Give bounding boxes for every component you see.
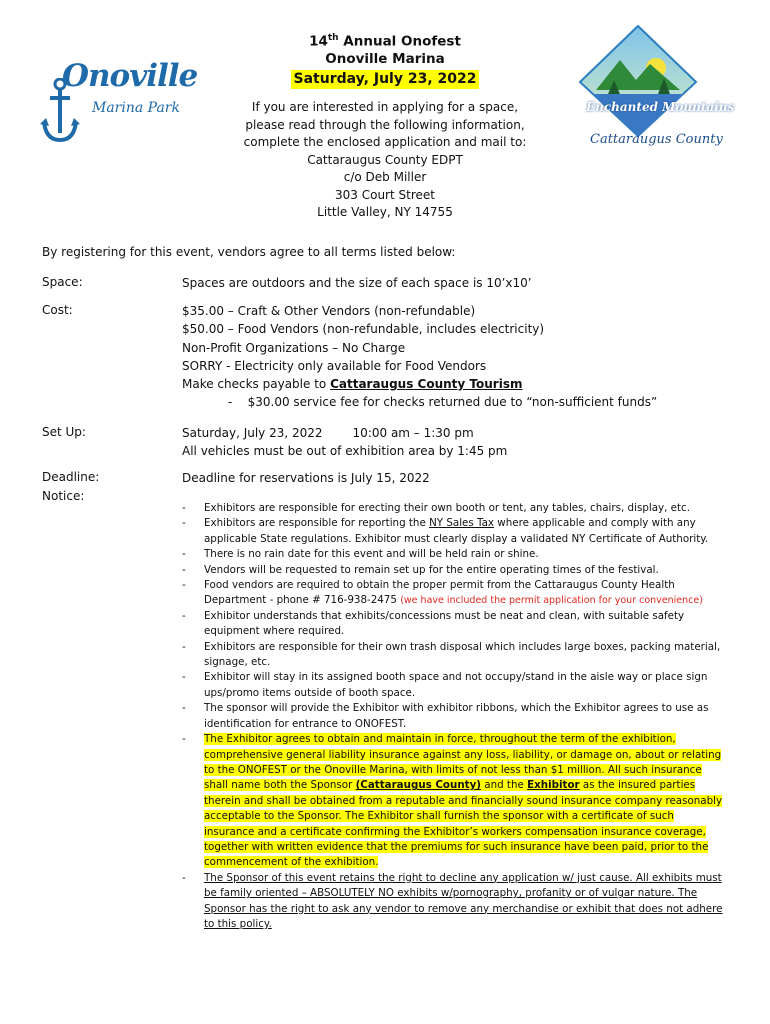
notice-text: Vendors will be requested to remain set up for the entire operating times of the festival. [204,563,659,576]
title-ordinal: th [327,33,339,43]
exhibitor-word: Exhibitor [527,779,580,792]
list-dash: - [182,871,186,884]
list-dash: - [182,671,186,684]
permit-note: (we have included the permit application for your convenience) [400,595,703,607]
intro-line: complete the enclosed application and mail to: [243,135,527,149]
deadline-label: Deadline: [42,470,100,484]
terms-intro: By registering for this event, vendors agree to all terms listed below: [42,245,456,259]
notice-text: The Exhibitor agrees to obtain and maintain in force, throughout the term of the exhibition, comprehensive general liability insurance against any loss, liability, or damage on, about or relating to the ONOFEST or the Onoville Marina, with limits of not less than $1 million. All such insurance shall name both the Sponsor [204,733,722,792]
logo-line-2: Cattaraugus County [590,132,723,147]
cost-line: Non-Profit Organizations – No Charge [182,340,406,355]
list-item [182,563,727,578]
mountain-diamond-icon [578,24,698,139]
list-dash: - [182,609,186,622]
fee-text: $30.00 service fee for checks returned due to “non-sufficient funds” [247,395,658,410]
event-date: Saturday, July 23, 2022 [291,70,480,90]
sales-tax-text: NY Sales Tax [429,517,495,530]
notice-text: Exhibitor understands that exhibits/concessions must be neat and clean, with suitable safety equipment where required. [204,609,685,638]
list-item [182,640,727,671]
cost-label: Cost: [42,303,73,317]
notice-label: Notice: [42,489,85,503]
list-item [182,609,727,640]
notice-text: and the [481,779,528,792]
event-header [230,30,540,222]
list-item [182,732,727,871]
fee-dash: - [228,395,233,410]
setup-date: Saturday, July 23, 2022 [182,426,323,440]
list-item [182,871,727,933]
notice-text: where applicable and comply with any applicable State regulations. Exhibitor must clearly display a validated NY Certificate of Authority. [204,517,709,545]
cost-details [182,302,657,412]
payable-to: Cattaraugus County Tourism [330,377,523,392]
list-item [182,516,727,547]
fee-line [182,393,657,411]
logo-sub-text: Marina Park [92,100,180,116]
intro-line: c/o Deb Miller [343,170,427,184]
payable-line [182,375,657,393]
intro-line: please read through the following information, [245,117,525,132]
deadline-value: Deadline for reservations is July 15, 2022 [182,471,430,485]
payable-prefix: Make checks payable to [182,377,331,392]
list-dash: - [182,640,186,653]
list-dash: - [182,579,186,592]
list-dash: - [182,548,186,561]
notice-text: Exhibitor will stay in its assigned booth space and not occupy/stand in the aisle way or place sign ups/promo items outside of booth space. [204,671,708,699]
sponsor-name: (Cattaraugus County) [355,779,482,792]
notice-text: Exhibitors are responsible for their own trash disposal which includes large boxes, packing material, signage, etc. [204,640,721,669]
cost-line: $50.00 – Food Vendors (non-refundable, includes electricity) [182,322,545,337]
list-item [182,501,727,516]
mailing-instructions [230,99,540,222]
onoville-marina-park-logo [40,58,198,140]
space-label: Space: [42,275,83,289]
notice-text: as the insured parties therein and shall be obtained from a reputable and financially sound insurance company reasonably acceptable to the Sponsor. The Exhibitor shall furnish the sponsor with a certificate of such insurance and a certificate confirming the Exhibitor’s workers compensation insurance coverage, together with written evidence that the premiums for such insurance have been paid, prior to the commencement of the exhibition. [204,779,723,869]
list-item [182,578,727,609]
title-text: Annual Onofest [338,33,461,50]
event-title [230,30,540,51]
setup-label: Set Up: [42,425,86,439]
list-dash: - [182,563,186,576]
cost-line: SORRY - Electricity only available for Food Vendors [182,358,487,373]
list-dash: - [182,733,186,746]
list-dash: - [182,517,186,530]
intro-line: Little Valley, NY 14755 [317,205,453,219]
notice-text: Exhibitors are responsible for erecting their own booth or tent, any tables, chairs, display, etc. [204,502,690,514]
enchanted-mountains-logo [578,24,735,164]
intro-line: If you are interested in applying for a space, [251,100,519,114]
title-number: 14 [309,33,328,50]
list-dash: - [182,702,186,715]
setup-details [182,424,507,461]
insurance-highlight [204,733,722,868]
setup-date-time [182,424,507,442]
cost-line: $35.00 – Craft & Other Vendors (non-refundable) [182,304,476,318]
notice-text: The Sponsor of this event retains the right to decline any application w/ just cause. All exhibits must be family oriented – ABSOLUTELY NO exhibits w/pornography, profanity or of vulgar nature. The Sponsor has the right to ask any vendor to remove any merchandise or exhibit that does not adhere to this policy. [204,871,723,930]
event-venue: Onoville Marina [325,51,445,67]
notice-list [182,501,727,932]
notice-text: The sponsor will provide the Exhibitor with exhibitor ribbons, which the Exhibitor agrees to use as identification for entrance to ONOFEST. [204,702,709,730]
list-dash: - [182,502,186,514]
setup-time: 10:00 am – 1:30 pm [352,426,474,440]
notice-text: Food vendors are required to obtain the proper permit from the Cattaraugus County Health Department - phone # 716-938-2475 [204,579,675,607]
list-item [182,547,727,562]
list-item [182,701,727,732]
intro-line: 303 Court Street [335,187,435,202]
setup-vehicles: All vehicles must be out of exhibition area by 1:45 pm [182,444,508,459]
logo-line-1: Enchanted Mountains [586,100,735,114]
list-item [182,670,727,701]
logo-brand-text: Onoville [62,58,198,94]
notice-text: There is no rain date for this event and will be held rain or shine. [204,548,539,561]
intro-line: Cattaraugus County EDPT [307,152,463,167]
notice-text: Exhibitors are responsible for reporting the [204,517,430,530]
space-value: Spaces are outdoors and the size of each space is 10’x10’ [182,276,532,290]
